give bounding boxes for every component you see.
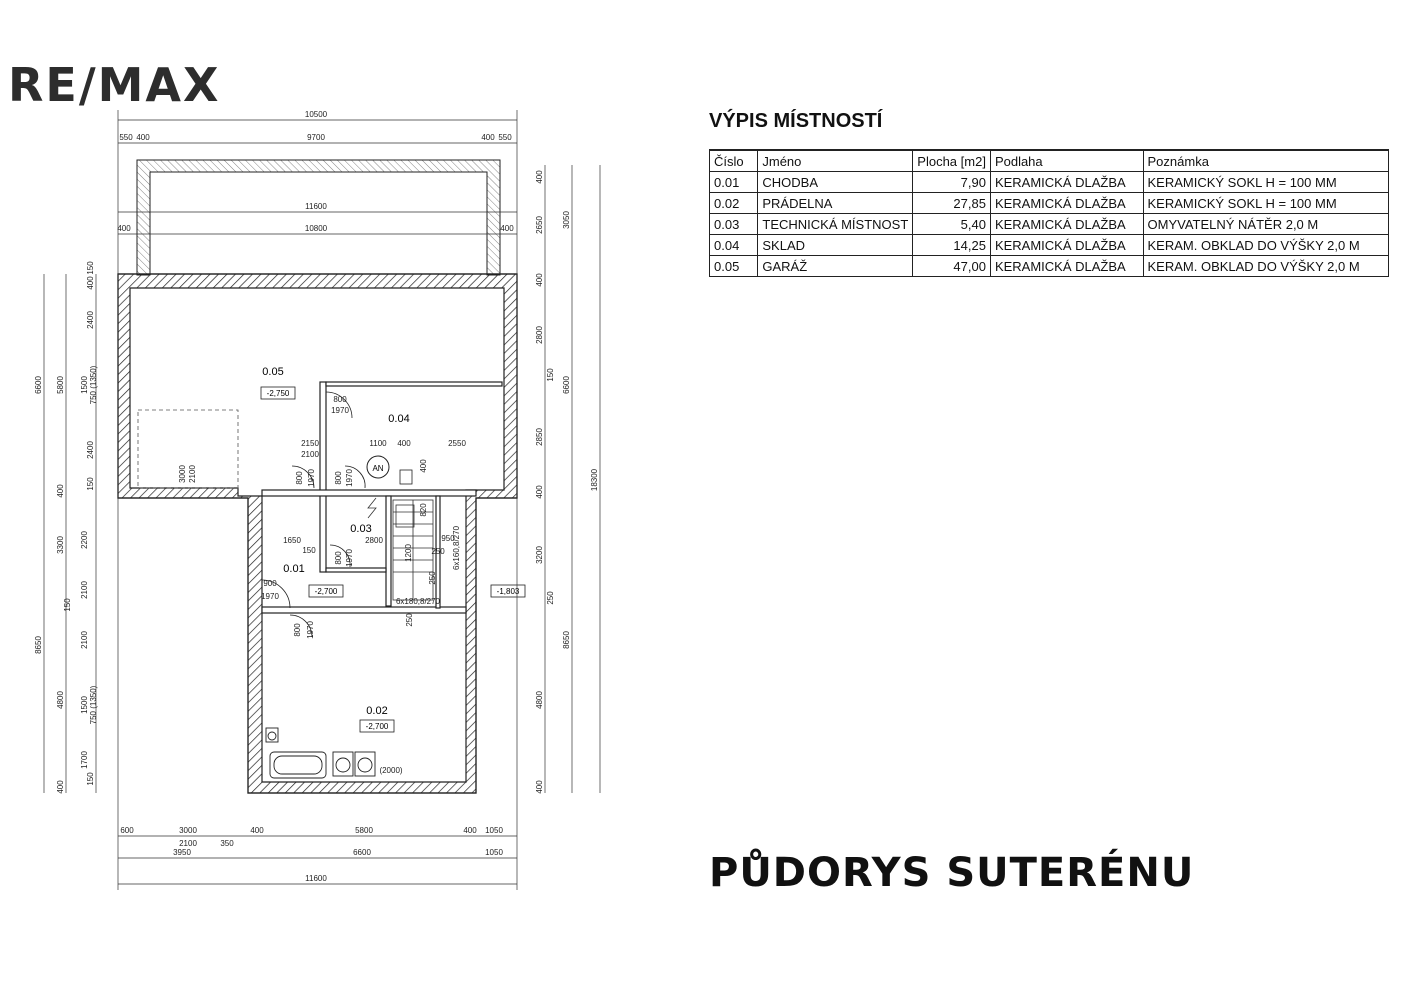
svg-text:3200: 3200: [535, 546, 544, 564]
svg-text:3000: 3000: [179, 826, 197, 835]
svg-text:2800: 2800: [535, 326, 544, 344]
cell-floor: KERAMICKÁ DLAŽBA: [990, 214, 1143, 235]
svg-text:400: 400: [86, 276, 95, 290]
header-plocha: Plocha [m2]: [913, 150, 991, 172]
svg-text:550: 550: [498, 133, 512, 142]
svg-text:3000: 3000: [178, 465, 187, 483]
svg-text:150: 150: [546, 368, 555, 382]
plan-title: PŮDORYS SUTERÉNU: [709, 850, 1195, 896]
an-label: AN: [372, 464, 384, 473]
svg-text:800: 800: [293, 623, 302, 637]
svg-text:1050: 1050: [485, 826, 503, 835]
cell-number: 0.03: [710, 214, 758, 235]
cell-number: 0.02: [710, 193, 758, 214]
svg-text:400: 400: [481, 133, 495, 142]
cell-number: 0.05: [710, 256, 758, 277]
svg-text:2100: 2100: [188, 465, 197, 483]
cell-floor: KERAMICKÁ DLAŽBA: [990, 235, 1143, 256]
svg-text:2200: 2200: [80, 531, 89, 549]
svg-text:2850: 2850: [535, 428, 544, 446]
cell-name: PRÁDELNA: [758, 193, 913, 214]
svg-text:2650: 2650: [535, 216, 544, 234]
svg-text:8650: 8650: [562, 631, 571, 649]
table-header-row: [710, 150, 1389, 172]
svg-text:150: 150: [63, 598, 72, 612]
svg-text:400: 400: [535, 485, 544, 499]
svg-text:9700: 9700: [307, 133, 325, 142]
cell-note: KERAM. OBKLAD DO VÝŠKY 2,0 M: [1143, 256, 1389, 277]
svg-text:11600: 11600: [305, 202, 327, 211]
svg-text:3950: 3950: [173, 848, 191, 857]
svg-text:750 (1350): 750 (1350): [89, 685, 98, 725]
cell-floor: KERAMICKÁ DLAŽBA: [990, 193, 1143, 214]
svg-text:1050: 1050: [485, 848, 503, 857]
svg-text:400: 400: [117, 224, 131, 233]
table-row: [710, 172, 1389, 193]
svg-text:400: 400: [56, 780, 65, 794]
svg-text:18300: 18300: [590, 468, 599, 492]
svg-text:400: 400: [56, 484, 65, 498]
level-0.05: -2,750: [266, 389, 290, 398]
svg-text:250: 250: [546, 591, 555, 605]
remax-logo: RE/MAX: [8, 58, 221, 112]
svg-text:6x160,8/270: 6x160,8/270: [452, 525, 461, 571]
svg-text:10500: 10500: [304, 110, 328, 119]
svg-text:800: 800: [295, 471, 304, 485]
cell-note: KERAMICKÝ SOKL H = 100 MM: [1143, 193, 1389, 214]
svg-text:1970: 1970: [306, 621, 315, 639]
svg-text:600: 600: [120, 826, 134, 835]
svg-text:1200: 1200: [404, 544, 413, 562]
svg-text:150: 150: [86, 772, 95, 786]
svg-text:150: 150: [86, 477, 95, 491]
svg-text:6x180,8/270: 6x180,8/270: [395, 597, 441, 606]
svg-text:5800: 5800: [56, 376, 65, 394]
cell-note: KERAM. OBKLAD DO VÝŠKY 2,0 M: [1143, 235, 1389, 256]
room-table-title: VÝPIS MÍSTNOSTÍ: [709, 110, 883, 132]
svg-text:400: 400: [535, 273, 544, 287]
svg-text:350: 350: [220, 839, 234, 848]
svg-text:1500: 1500: [80, 696, 89, 714]
svg-text:1500: 1500: [80, 376, 89, 394]
svg-text:2100: 2100: [80, 631, 89, 649]
level-0.01: -2,700: [314, 587, 338, 596]
room-id-0.02: 0.02: [366, 705, 388, 717]
svg-text:2150: 2150: [301, 439, 319, 448]
svg-text:4800: 4800: [56, 691, 65, 709]
table-row: [710, 193, 1389, 214]
svg-text:820: 820: [419, 503, 428, 517]
svg-text:900: 900: [263, 579, 277, 588]
svg-text:2400: 2400: [86, 441, 95, 459]
cell-note: KERAMICKÝ SOKL H = 100 MM: [1143, 172, 1389, 193]
svg-text:1970: 1970: [345, 469, 354, 487]
svg-text:800: 800: [334, 551, 343, 565]
cell-floor: KERAMICKÁ DLAŽBA: [990, 256, 1143, 277]
svg-text:150: 150: [86, 261, 95, 275]
cell-area: 47,00: [913, 256, 991, 277]
svg-text:10800: 10800: [304, 224, 328, 233]
svg-text:750 (1350): 750 (1350): [89, 365, 98, 405]
header-podlaha: Podlaha: [990, 150, 1143, 172]
svg-text:2550: 2550: [448, 439, 466, 448]
header-poznamka: Poznámka: [1143, 150, 1389, 172]
svg-text:2800: 2800: [365, 536, 383, 545]
svg-text:6600: 6600: [34, 376, 43, 394]
cell-name: SKLAD: [758, 235, 913, 256]
svg-text:2400: 2400: [86, 311, 95, 329]
header-jmeno: Jméno: [758, 150, 913, 172]
svg-text:150: 150: [302, 546, 316, 555]
svg-text:950: 950: [441, 534, 455, 543]
room-id-0.05: 0.05: [262, 366, 284, 378]
svg-text:400: 400: [419, 459, 428, 473]
room-id-0.03: 0.03: [350, 523, 372, 535]
room-id-0.01: 0.01: [283, 563, 305, 575]
svg-text:3300: 3300: [56, 536, 65, 554]
svg-text:2100: 2100: [80, 581, 89, 599]
svg-text:8650: 8650: [34, 636, 43, 654]
svg-text:400: 400: [397, 439, 411, 448]
floor-plan: [0, 0, 700, 1000]
svg-text:1970: 1970: [261, 592, 279, 601]
svg-text:400: 400: [535, 170, 544, 184]
svg-text:1100: 1100: [369, 439, 387, 448]
svg-text:250: 250: [428, 571, 437, 585]
svg-text:1970: 1970: [331, 406, 349, 415]
cell-floor: KERAMICKÁ DLAŽBA: [990, 172, 1143, 193]
cell-name: CHODBA: [758, 172, 913, 193]
svg-text:1970: 1970: [307, 469, 316, 487]
cell-note: OMYVATELNÝ NÁTĚR 2,0 M: [1143, 214, 1389, 235]
room-id-0.04: 0.04: [388, 413, 410, 425]
svg-text:1970: 1970: [345, 549, 354, 567]
svg-text:400: 400: [250, 826, 264, 835]
technical-unit: [400, 470, 412, 484]
table-row: [710, 256, 1389, 277]
terrace-wall: [137, 160, 500, 275]
cell-area: 14,25: [913, 235, 991, 256]
cell-area: 7,90: [913, 172, 991, 193]
svg-text:4800: 4800: [535, 691, 544, 709]
header-cislo: Číslo: [710, 150, 758, 172]
cell-area: 27,85: [913, 193, 991, 214]
svg-text:400: 400: [463, 826, 477, 835]
svg-text:400: 400: [136, 133, 150, 142]
table-row: [710, 214, 1389, 235]
cell-area: 5,40: [913, 214, 991, 235]
room-table: [709, 149, 1389, 277]
level-0.02: -2,700: [365, 722, 389, 731]
cell-name: GARÁŽ: [758, 256, 913, 277]
table-row: [710, 235, 1389, 256]
svg-text:400: 400: [535, 780, 544, 794]
cell-number: 0.04: [710, 235, 758, 256]
svg-text:1700: 1700: [80, 751, 89, 769]
cell-number: 0.01: [710, 172, 758, 193]
svg-text:11600: 11600: [305, 874, 327, 883]
svg-text:400: 400: [500, 224, 514, 233]
svg-text:2100: 2100: [179, 839, 197, 848]
svg-text:1650: 1650: [283, 536, 301, 545]
svg-text:(2000): (2000): [379, 766, 403, 775]
svg-text:6600: 6600: [562, 376, 571, 394]
cell-name: TECHNICKÁ MÍSTNOST: [758, 214, 913, 235]
svg-text:250: 250: [405, 613, 414, 627]
laundry-fixtures: [266, 728, 375, 778]
svg-text:5800: 5800: [355, 826, 373, 835]
level-extra: -1,803: [496, 587, 520, 596]
svg-text:800: 800: [333, 395, 347, 404]
svg-text:250: 250: [431, 547, 445, 556]
svg-text:2100: 2100: [301, 450, 319, 459]
svg-text:3050: 3050: [562, 211, 571, 229]
svg-text:550: 550: [119, 133, 133, 142]
svg-text:800: 800: [334, 471, 343, 485]
svg-text:6600: 6600: [353, 848, 371, 857]
